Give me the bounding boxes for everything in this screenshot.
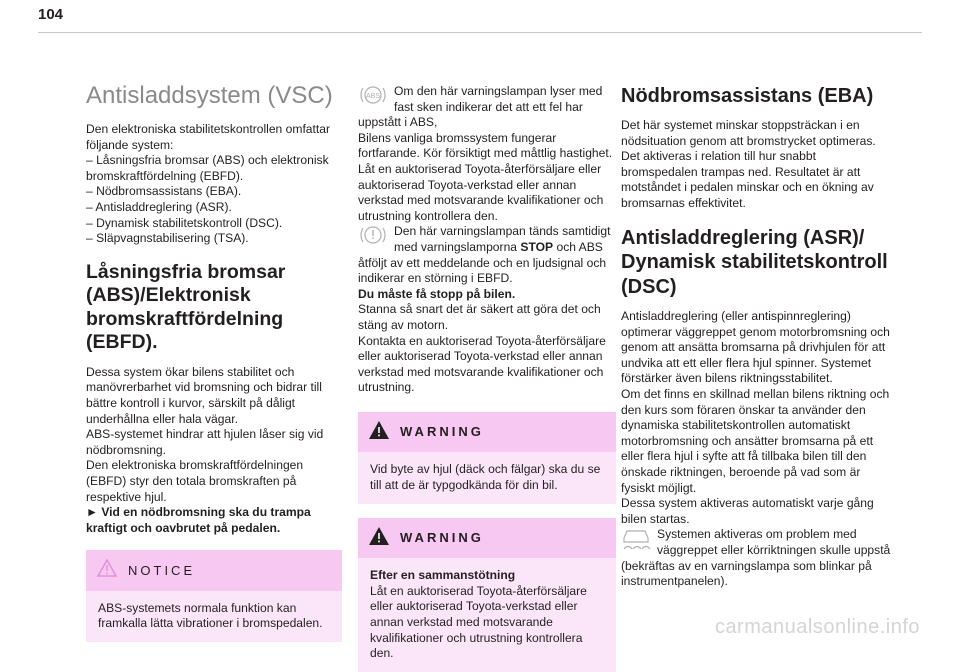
asr-paragraph: Dessa system aktiveras automatiskt varje gång bilen startas. (621, 496, 874, 526)
system-item: – Nödbromsassistans (EBA). (86, 184, 242, 199)
warning-box-wheels (358, 412, 616, 504)
skid-lamp-block (621, 527, 891, 589)
asr-heading: Antisladdreglering (ASR)/ Dynamisk stabilitetskontroll (DSC) (621, 226, 888, 298)
warning-text: Låt en auktoriserad Toyota-återförsäljare eller auktoriserad Toyota-verkstad eller annan verkstad med motsvarande kvalifikationer och utrustning kontrollera den. (370, 583, 587, 661)
notice-box (86, 550, 342, 642)
warning-subheading: Efter en sammanstötning (370, 568, 516, 583)
abs-paragraph: Dessa system ökar bilens stabilitet och manövrerbarhet vid bromsning och bidrar till bättre kontroll i kurvor, särskilt på dåligt underhållna eller hala vägar. (86, 364, 322, 426)
stop-paragraph: Kontakta en auktoriserad Toyota-återförsäljare eller auktoriserad Toyota-verkstad eller annan verkstad med motsvarande kvalifikationer och utrustning. (358, 333, 606, 395)
system-item: – Antisladdreglering (ASR). (86, 199, 232, 214)
column-1 (86, 82, 342, 642)
warning-body (358, 558, 616, 672)
eba-heading: Nödbromsassistans (EBA) (621, 85, 874, 107)
asr-paragraph: Antisladdreglering (eller antispinnreglering) optimerar väggreppet genom motorbromsning och genom att ansätta bromsarna på drivhjulen för att undvika att ett eller flera hjul spinner. Systemet förstärker även bilens riktningsstabilitet. (621, 309, 890, 386)
stop-label: STOP (520, 239, 554, 254)
warning-triangle-icon (368, 526, 390, 551)
stop-paragraph: Stanna så snart det är säkert att göra det och stäng av motorn. (358, 302, 601, 332)
notice-body: ABS-systemets normala funktion kan framkalla lätta vibrationer i bromspedalen. (86, 591, 342, 642)
svg-text:ABS: ABS (365, 93, 381, 100)
notice-triangle-icon (96, 558, 118, 583)
eba-text: Det här systemet minskar stoppsträckan i en nödsituation genom att bromstrycket optimeras. Det aktiveras i relation till hur snabbt bromspedalen trampas ned. Resultatet är att motståndet i pedalen minskar och en ökning av bromsarnas effektivitet. (621, 118, 876, 210)
warning-header (358, 412, 616, 453)
page-number: 104 (38, 6, 64, 23)
warning-body: Vid byte av hjul (däck och fälgar) ska du se till att de är typgodkända för din bil. (358, 452, 616, 503)
abs-instruction: ► Vid en nödbromsning ska du trampa kraftigt och oavbrutet på pedalen. (86, 505, 311, 535)
abs-lamp-block (358, 84, 616, 131)
brake-lamp-text (358, 224, 616, 286)
brake-lamp-text-pre: Den här varningslampan tänds samtidigt med varningslamporna (394, 224, 611, 254)
section-title-vsc: Antisladdsystem (VSC) (86, 82, 333, 109)
notice-header (86, 550, 342, 591)
brake-lamp-text-post: och ABS åtföljt av ett meddelande och en ljudsignal och indikerar en störning i EBFD. (358, 239, 607, 286)
brake-lamp-block (358, 224, 616, 286)
system-item: – Låsningsfria bromsar (ABS) och elektronisk bromskraftfördelning (EBFD). (86, 153, 329, 183)
skid-car-icon (621, 527, 651, 558)
lamp-info: Låt en auktoriserad Toyota-återförsäljare eller auktoriserad Toyota-verkstad eller annan verkstad med motsvarande kvalifikationer och utrustning kontrollera den. (358, 161, 604, 223)
abs-heading: Låsningsfria bromsar (ABS)/Elektronisk bromskraftfördelning (EBFD). (86, 260, 286, 354)
warning-header (358, 518, 616, 559)
brake-fault-lamp-icon (358, 224, 388, 251)
abs-lamp-icon (358, 84, 388, 111)
system-item: – Dynamisk stabilitetskontroll (DSC). (86, 215, 283, 230)
warning-triangle-icon (368, 420, 390, 445)
warning-title: WARNING (400, 424, 484, 440)
column-3 (621, 84, 891, 590)
system-item: – Släpvagnstabilisering (TSA). (86, 231, 249, 246)
abs-paragraph: ABS-systemet hindrar att hjulen låser sig vid nödbromsning. (86, 427, 324, 457)
intro-text: Den elektroniska stabilitetskontrollen omfattar följande system: (86, 122, 331, 152)
abs-lamp-text: Om den här varningslampan lyser med fast sken indikerar det att ett fel har uppstått i ABS, (358, 84, 603, 130)
abs-paragraph: Den elektroniska bromskraftfördelningen (EBFD) styr den totala bromskraften på respektive hjul. (86, 458, 304, 504)
asr-paragraph: Om det finns en skillnad mellan bilens riktning och den kurs som föraren önskar ta använder den dynamiska stabilitetskontrollen automatiskt motorbromsning och ansätter bromsarna på ett eller flera hjul i syfte att få tillbaka bilen till den önskade riktningen, beroende på vad som är fysiskt möjligt. (621, 387, 890, 495)
stop-now-text: Du måste få stopp på bilen. (358, 286, 516, 301)
column-2 (358, 84, 616, 672)
warning-title: WARNING (400, 530, 484, 546)
notice-title: NOTICE (128, 562, 196, 578)
watermark: carmanualsonline.info (714, 616, 920, 638)
lamp-info: Bilens vanliga bromssystem fungerar fortfarande. Kör försiktigt med måttlig hastighet. (358, 130, 613, 161)
skid-lamp-text: Systemen aktiveras om problem med väggreppet eller körriktningen skulle uppstå (bekräftas av en varningslampa som blinkar på instrumentpanelen). (621, 527, 891, 589)
header-rule (38, 32, 922, 33)
